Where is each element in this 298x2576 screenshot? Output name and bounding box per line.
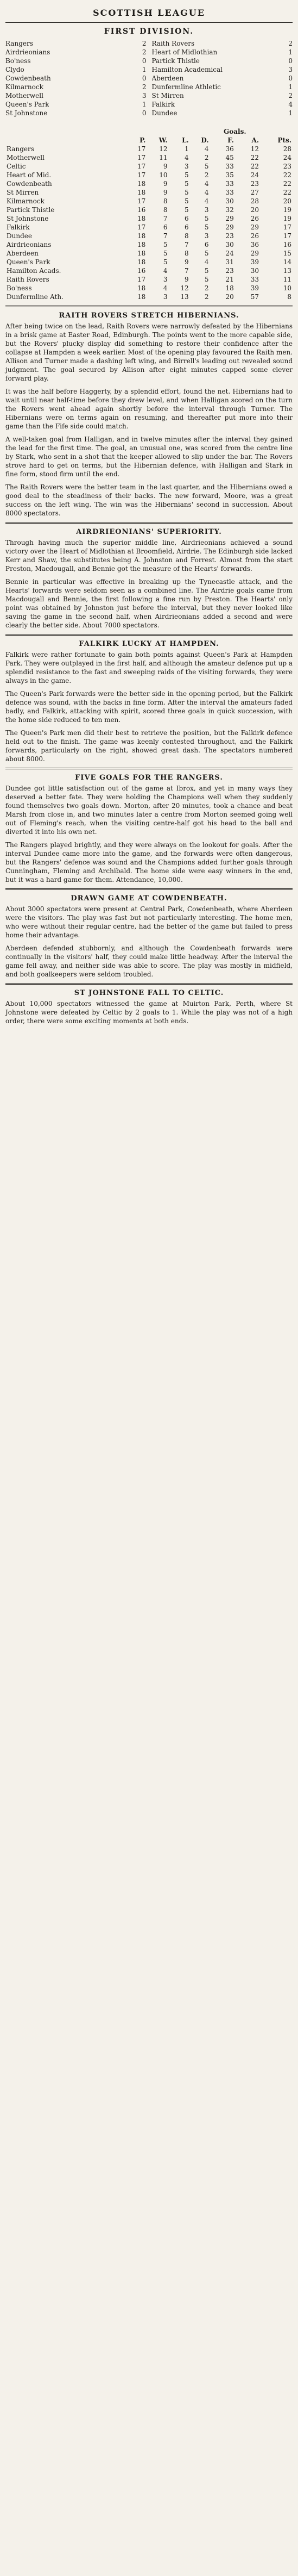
article-paragraph: About 3000 spectators were present at Central Park, Cowdenbeath, where Aberdeen were the visitors. The play was fast but not particularly interesting. The home men, who were without their regular centre, had the better of the game but failed to press home their advantage. bbox=[5, 905, 293, 939]
table-cell: 9 bbox=[163, 189, 168, 196]
team-name: Bo'ness bbox=[5, 57, 31, 65]
table-cell: 22 bbox=[283, 189, 291, 196]
team-score: 3 bbox=[288, 66, 293, 73]
table-cell-team: Heart of Mid. bbox=[7, 171, 52, 179]
table-cell: 29 bbox=[225, 215, 234, 222]
team-name: Raith Rovers bbox=[151, 40, 195, 47]
article-paragraph: The Rangers played brightly, and they were always on the lookout for goals. After the interval Dundee came more into the game, and the forwards were often dangerous, but the Rangers' defence was sound and the Champions added further goals through Cunningham, Fleming and Archibald. The home side were easy winners in the end, but it was a hard game for them. Attendance, 10,000. bbox=[5, 841, 293, 883]
article-title: DRAWN GAME AT COWDENBEATH. bbox=[71, 894, 227, 903]
team-score: 1 bbox=[288, 48, 293, 56]
header-drawn: D. bbox=[201, 136, 209, 144]
results-left bbox=[5, 39, 147, 117]
table-cell: 4 bbox=[163, 284, 168, 292]
table-cell: 16 bbox=[283, 241, 291, 248]
table-cell: 5 bbox=[163, 258, 168, 266]
team-score: 0 bbox=[142, 109, 147, 117]
table-cell-team: Motherwell bbox=[7, 154, 45, 161]
table-cell: 39 bbox=[250, 258, 259, 266]
table-cell-team: Partick Thistle bbox=[7, 206, 55, 214]
table-cell: 12 bbox=[250, 145, 259, 153]
table-cell: 7 bbox=[185, 241, 189, 248]
table-cell: 10 bbox=[283, 284, 291, 292]
team-name: Queen's Park bbox=[5, 101, 49, 108]
team-name: Clydo bbox=[5, 66, 24, 73]
table-cell: 4 bbox=[204, 258, 209, 266]
result-row bbox=[5, 74, 147, 83]
table-row bbox=[5, 275, 293, 284]
team-name: Dundee bbox=[151, 109, 177, 117]
team-score: 2 bbox=[142, 83, 147, 91]
table-cell: 26 bbox=[250, 215, 259, 222]
table-cell: 5 bbox=[185, 206, 189, 214]
table-cell: 33 bbox=[225, 189, 234, 196]
table-cell: 13 bbox=[180, 293, 189, 301]
table-row bbox=[5, 153, 293, 162]
table-cell: 4 bbox=[163, 267, 168, 275]
double-divider bbox=[5, 306, 293, 307]
table-cell: 30 bbox=[225, 241, 234, 248]
result-row bbox=[152, 57, 293, 65]
table-cell-team: St Mirren bbox=[7, 189, 39, 196]
article-paragraph: Dundee got little satisfaction out of the game at Ibrox, and yet in many ways they deserved a better fate. They were holding the Champions well when they suddenly found themselves two goals down. Morton, after 20 minutes, took a chance and beat Marsh from close in, and two minutes later a centre from Morton seemed going well out of Fleming's reach, when the visiting centre-half got his head to the ball and diverted it into his own net. bbox=[5, 785, 293, 836]
table-cell: 19 bbox=[283, 215, 291, 222]
table-row bbox=[5, 258, 293, 266]
table-cell: 32 bbox=[225, 206, 234, 214]
table-cell: 17 bbox=[137, 145, 146, 153]
table-cell: 5 bbox=[204, 267, 209, 275]
table-cell: 22 bbox=[250, 163, 259, 170]
table-cell: 15 bbox=[283, 250, 291, 257]
table-cell-team: Dunfermline Ath. bbox=[7, 293, 64, 301]
article-paragraph: The Raith Rovers were the better team in the last quarter, and the Hibernians owed a good deal to the steadiness of their backs. The new forward, Moore, was a great success on the left wing. The win was the Hibernians' second in succession. About 8000 spectators. bbox=[5, 483, 293, 517]
table-cell: 7 bbox=[163, 215, 168, 222]
table-cell: 17 bbox=[137, 171, 146, 179]
table-row bbox=[5, 293, 293, 301]
league-table-blank bbox=[125, 127, 210, 136]
team-name: St Mirren bbox=[151, 92, 184, 99]
table-row bbox=[5, 179, 293, 188]
table-row bbox=[5, 197, 293, 206]
table-cell: 9 bbox=[185, 276, 189, 283]
table-cell: 18 bbox=[137, 180, 146, 188]
league-table-blank bbox=[5, 127, 125, 136]
result-row bbox=[5, 100, 147, 109]
table-row bbox=[5, 232, 293, 240]
table-cell: 35 bbox=[225, 171, 234, 179]
table-cell-team: Kilmarnock bbox=[7, 197, 45, 205]
table-cell: 27 bbox=[250, 189, 259, 196]
table-cell: 31 bbox=[225, 258, 234, 266]
table-cell: 20 bbox=[225, 293, 234, 301]
table-cell: 5 bbox=[185, 171, 189, 179]
table-cell: 18 bbox=[137, 293, 146, 301]
article-title: FIVE GOALS FOR THE RANGERS. bbox=[75, 774, 223, 782]
table-cell: 2 bbox=[204, 293, 209, 301]
result-row bbox=[152, 39, 293, 48]
table-row bbox=[5, 266, 293, 275]
header-points: Pts. bbox=[277, 136, 291, 144]
table-row bbox=[5, 240, 293, 249]
table-cell: 36 bbox=[250, 241, 259, 248]
table-cell: 23 bbox=[225, 232, 234, 240]
table-cell: 33 bbox=[225, 180, 234, 188]
team-name: Cowdenbeath bbox=[5, 74, 51, 82]
table-cell: 20 bbox=[283, 197, 291, 205]
table-cell: 57 bbox=[250, 293, 259, 301]
table-row bbox=[5, 162, 293, 171]
article-paragraph: Bennie in particular was effective in breaking up the Tynecastle attack, and the Hearts' forwards were seldom seen as a combined line. The Airdrie goals came from Macdougall and Bennie, the first following a fine run by Preston. The Hearts' only point was obtained by Johnston just before the interval, but they never looked like saving the game in the second half, when Airdrieonians added a second and were clearly the better side. About 7000 spectators. bbox=[5, 578, 293, 629]
result-row bbox=[5, 91, 147, 100]
divider bbox=[5, 22, 293, 23]
team-score: 1 bbox=[142, 101, 147, 108]
article-title: FALKIRK LUCKY AT HAMPDEN. bbox=[79, 640, 219, 648]
table-cell: 22 bbox=[283, 171, 291, 179]
table-cell: 9 bbox=[163, 180, 168, 188]
article-paragraph: Aberdeen defended stubbornly, and although the Cowdenbeath forwards were continually in the visitors' half, they could make little headway. After the interval the game fell away, and neither side was able to score. The play was mostly in midfield, and both goalkeepers were seldom troubled. bbox=[5, 944, 293, 978]
table-cell: 26 bbox=[250, 232, 259, 240]
table-cell: 30 bbox=[225, 197, 234, 205]
table-cell: 16 bbox=[137, 206, 146, 214]
table-cell: 8 bbox=[163, 197, 168, 205]
double-divider bbox=[5, 768, 293, 769]
table-cell: 3 bbox=[163, 276, 168, 283]
table-cell: 5 bbox=[204, 276, 209, 283]
table-cell: 5 bbox=[163, 241, 168, 248]
table-cell: 5 bbox=[163, 250, 168, 257]
table-row bbox=[5, 223, 293, 232]
table-cell: 28 bbox=[250, 197, 259, 205]
team-score: 1 bbox=[288, 109, 293, 117]
table-cell-team: Rangers bbox=[7, 145, 34, 153]
table-cell: 8 bbox=[185, 232, 189, 240]
header-lost: L. bbox=[182, 136, 189, 144]
table-cell: 5 bbox=[204, 250, 209, 257]
table-row bbox=[5, 214, 293, 223]
table-cell: 4 bbox=[185, 154, 189, 161]
table-cell: 2 bbox=[204, 171, 209, 179]
table-cell: 12 bbox=[180, 284, 189, 292]
team-score: 0 bbox=[288, 74, 293, 82]
table-cell: 9 bbox=[185, 258, 189, 266]
division-title: FIRST DIVISION. bbox=[104, 27, 194, 36]
table-cell: 4 bbox=[204, 189, 209, 196]
table-cell: 6 bbox=[185, 215, 189, 222]
article bbox=[5, 989, 293, 1025]
team-score: 0 bbox=[142, 57, 147, 65]
article-paragraph: Falkirk were rather fortunate to gain both points against Queen's Park at Hampden Park. They were outplayed in the first half, and although the amateur defence put up a splendid resistance to the fast and sweeping raids of the visiting forwards, they were always in the game. bbox=[5, 651, 293, 685]
team-name: Partick Thistle bbox=[151, 57, 200, 65]
double-divider bbox=[5, 983, 293, 985]
team-name: St Johnstone bbox=[5, 109, 48, 117]
table-cell: 20 bbox=[250, 206, 259, 214]
table-cell: 39 bbox=[250, 284, 259, 292]
table-cell: 5 bbox=[204, 215, 209, 222]
table-cell: 33 bbox=[250, 276, 259, 283]
table-cell: 23 bbox=[250, 180, 259, 188]
table-row bbox=[5, 188, 293, 197]
article-paragraph: The Queen's Park forwards were the better side in the opening period, but the Falkirk defence was sound, with the backs in fine form. After the interval the amateurs faded badly, and Falkirk, attacking with spirit, scored three goals in quick succession, with the home side reduced to ten men. bbox=[5, 690, 293, 724]
result-row bbox=[152, 100, 293, 109]
table-cell: 23 bbox=[283, 163, 291, 170]
team-name: Kilmarnock bbox=[5, 83, 43, 91]
table-cell: 13 bbox=[283, 267, 291, 275]
result-row bbox=[5, 83, 147, 91]
table-row bbox=[5, 171, 293, 179]
results-right bbox=[152, 39, 293, 117]
table-cell: 3 bbox=[185, 163, 189, 170]
result-row bbox=[5, 48, 147, 57]
table-cell: 7 bbox=[163, 232, 168, 240]
table-cell: 18 bbox=[137, 241, 146, 248]
table-cell-team: Celtic bbox=[7, 163, 26, 170]
table-cell: 4 bbox=[204, 197, 209, 205]
table-cell: 2 bbox=[204, 154, 209, 161]
table-cell: 7 bbox=[185, 267, 189, 275]
team-score: 2 bbox=[288, 40, 293, 47]
result-row bbox=[152, 109, 293, 117]
table-cell: 24 bbox=[225, 250, 234, 257]
table-cell: 17 bbox=[283, 232, 291, 240]
table-cell: 36 bbox=[225, 145, 234, 153]
table-cell: 18 bbox=[137, 258, 146, 266]
table-cell-team: Queen's Park bbox=[7, 258, 50, 266]
table-cell: 5 bbox=[185, 189, 189, 196]
team-score: 3 bbox=[142, 92, 147, 99]
double-divider bbox=[5, 888, 293, 890]
article-paragraph: About 10,000 spectators witnessed the game at Muirton Park, Perth, where St Johnstone were defeated by Celtic by 2 goals to 1. While the play was not of a high order, there were some exciting moments at both ends. bbox=[5, 1000, 293, 1025]
article-paragraph: A well-taken goal from Halligan, and in twelve minutes after the interval they gained the lead for the first time. The goal, an unusual one, was scored from the centre line by Stark, who sent in a shot that the keeper allowed to slip under the bar. The Rovers strove hard to get on terms, but the Hibernian defence, with Halligan and Stark in fine form, stood firm until the end. bbox=[5, 435, 293, 478]
article bbox=[5, 640, 293, 763]
table-cell: 18 bbox=[137, 284, 146, 292]
results bbox=[5, 39, 293, 117]
table-cell-team: Hamilton Acads. bbox=[7, 267, 61, 275]
team-name: Hamilton Academical bbox=[151, 66, 223, 73]
team-score: 2 bbox=[288, 92, 293, 99]
result-row bbox=[152, 65, 293, 74]
table-cell: 4 bbox=[204, 180, 209, 188]
table-cell-team: Airdrieonians bbox=[7, 241, 52, 248]
table-cell: 18 bbox=[225, 284, 234, 292]
table-row bbox=[5, 249, 293, 258]
team-name: Falkirk bbox=[151, 101, 175, 108]
article bbox=[5, 774, 293, 884]
table-cell: 10 bbox=[159, 171, 168, 179]
article-title: RAITH ROVERS STRETCH HIBERNIANS. bbox=[59, 312, 239, 320]
team-score: 2 bbox=[142, 48, 147, 56]
article-paragraph: The Queen's Park men did their best to retrieve the position, but the Falkirk defence held out to the finish. The game was keenly contested throughout, and the Falkirk forwards, particularly on the right, showed great dash. The spectators numbered about 8000. bbox=[5, 729, 293, 763]
table-cell-team: Aberdeen bbox=[7, 250, 39, 257]
table-cell: 17 bbox=[137, 163, 146, 170]
league-table-blank bbox=[260, 127, 293, 136]
result-row bbox=[152, 83, 293, 91]
table-cell: 29 bbox=[250, 223, 259, 231]
table-cell: 21 bbox=[225, 276, 234, 283]
result-row bbox=[5, 39, 147, 48]
table-cell: 17 bbox=[137, 154, 146, 161]
table-cell: 24 bbox=[283, 154, 291, 161]
article bbox=[5, 894, 293, 979]
table-cell: 18 bbox=[137, 215, 146, 222]
league-table-goals-label-row bbox=[5, 127, 293, 136]
result-row bbox=[5, 57, 147, 65]
league-table-body bbox=[5, 145, 293, 301]
team-score: 2 bbox=[142, 40, 147, 47]
table-cell: 5 bbox=[204, 163, 209, 170]
header-for: F. bbox=[227, 136, 234, 144]
table-cell: 6 bbox=[185, 223, 189, 231]
result-row bbox=[152, 74, 293, 83]
team-name: Motherwell bbox=[5, 92, 43, 99]
team-name: Dunfermline Athletic bbox=[151, 83, 221, 91]
table-cell: 11 bbox=[159, 154, 168, 161]
team-score: 4 bbox=[288, 101, 293, 108]
header-team bbox=[5, 136, 125, 145]
table-cell: 30 bbox=[250, 267, 259, 275]
article-paragraph: Through having much the superior middle line, Airdrieonians achieved a sound victory over the Heart of Midlothian at Broomfield, Airdrie. The Edinburgh side lacked Kerr and Shaw, the substitutes being A. Johnston and Forrest. Almost from the start Preston, Macdougall, and Bennie got the measure of the Hearts' forwards. bbox=[5, 539, 293, 573]
team-name: Airdrieonians bbox=[5, 48, 50, 56]
table-cell: 22 bbox=[283, 180, 291, 188]
table-cell-team: Raith Rovers bbox=[7, 276, 49, 283]
double-divider bbox=[5, 634, 293, 636]
table-row bbox=[5, 206, 293, 214]
table-cell: 19 bbox=[283, 206, 291, 214]
table-cell: 8 bbox=[163, 206, 168, 214]
table-cell: 16 bbox=[137, 267, 146, 275]
team-name: Heart of Midlothian bbox=[151, 48, 218, 56]
team-score: 0 bbox=[142, 74, 147, 82]
table-cell: 18 bbox=[137, 189, 146, 196]
table-cell-team: Bo'ness bbox=[7, 284, 32, 292]
team-score: 1 bbox=[142, 66, 147, 73]
header-against: A. bbox=[251, 136, 259, 144]
table-cell: 5 bbox=[185, 197, 189, 205]
double-divider bbox=[5, 522, 293, 524]
table-cell: 18 bbox=[137, 250, 146, 257]
table-cell: 3 bbox=[204, 206, 209, 214]
table-cell: 23 bbox=[225, 267, 234, 275]
section-title: SCOTTISH LEAGUE bbox=[93, 8, 205, 18]
table-cell-team: Cowdenbeath bbox=[7, 180, 52, 188]
table-cell: 8 bbox=[287, 293, 291, 301]
table-cell: 17 bbox=[137, 276, 146, 283]
table-cell-team: St Johnstone bbox=[7, 215, 49, 222]
table-cell: 17 bbox=[137, 197, 146, 205]
table-cell: 28 bbox=[283, 145, 291, 153]
result-row bbox=[5, 65, 147, 74]
newspaper-page bbox=[5, 0, 293, 1025]
article-paragraph: It was the half before Haggerty, by a splendid effort, found the net. Hibernians had to wait until near half-time before they drew level, and when Halligan scored on the turn the Rovers went ahead again shortly before the interval through Turner. The Hibernians were on terms again on resuming, and thereafter put more into their game than the Fife side could match. bbox=[5, 388, 293, 430]
table-cell: 6 bbox=[204, 241, 209, 248]
table-cell: 9 bbox=[163, 163, 168, 170]
header-played: P. bbox=[140, 136, 146, 144]
article-title: ST JOHNSTONE FALL TO CELTIC. bbox=[74, 989, 224, 997]
result-row bbox=[152, 48, 293, 57]
table-cell: 6 bbox=[163, 223, 168, 231]
table-cell: 17 bbox=[137, 223, 146, 231]
result-row bbox=[5, 109, 147, 117]
table-cell: 12 bbox=[159, 145, 168, 153]
league-table-header bbox=[5, 136, 293, 145]
table-row bbox=[5, 145, 293, 153]
table-cell: 22 bbox=[250, 154, 259, 161]
table-cell-team: Falkirk bbox=[7, 223, 30, 231]
table-cell: 18 bbox=[137, 232, 146, 240]
team-score: 1 bbox=[288, 83, 293, 91]
table-cell: 1 bbox=[185, 145, 189, 153]
table-cell: 5 bbox=[204, 223, 209, 231]
article bbox=[5, 312, 293, 518]
article bbox=[5, 528, 293, 630]
table-cell: 5 bbox=[185, 180, 189, 188]
team-name: Rangers bbox=[5, 40, 33, 47]
table-cell: 3 bbox=[163, 293, 168, 301]
table-cell: 24 bbox=[250, 171, 259, 179]
table-cell-team: Dundee bbox=[7, 232, 32, 240]
article-title: AIRDRIEONIANS' SUPERIORITY. bbox=[76, 528, 222, 536]
table-cell: 17 bbox=[283, 223, 291, 231]
table-cell: 4 bbox=[204, 145, 209, 153]
table-cell: 8 bbox=[185, 250, 189, 257]
goals-label: Goals. bbox=[224, 128, 246, 135]
table-cell: 3 bbox=[204, 232, 209, 240]
table-cell: 45 bbox=[225, 154, 234, 161]
articles bbox=[5, 312, 293, 1025]
header-won: W. bbox=[158, 136, 168, 144]
table-cell: 29 bbox=[225, 223, 234, 231]
table-cell: 29 bbox=[250, 250, 259, 257]
league-table bbox=[5, 127, 293, 301]
table-cell: 33 bbox=[225, 163, 234, 170]
table-cell: 14 bbox=[283, 258, 291, 266]
article-paragraph: After being twice on the lead, Raith Rovers were narrowly defeated by the Hibernians in a brisk game at Easter Road, Edinburgh. The points went to the more capable side, but the Rovers' plucky display did something to restore their confidence after the collapse at Hampden a week earlier. Most of the opening play favoured the Raith men. Allison and Turner made a dashing left wing, and Birrell's leading out revealed sound judgment. The goal secured by Allison after eight minutes capped some clever forward play. bbox=[5, 322, 293, 382]
team-score: 0 bbox=[288, 57, 293, 65]
table-cell: 11 bbox=[283, 276, 291, 283]
table-row bbox=[5, 284, 293, 293]
table-cell: 2 bbox=[204, 284, 209, 292]
result-row bbox=[152, 91, 293, 100]
team-name: Aberdeen bbox=[151, 74, 184, 82]
